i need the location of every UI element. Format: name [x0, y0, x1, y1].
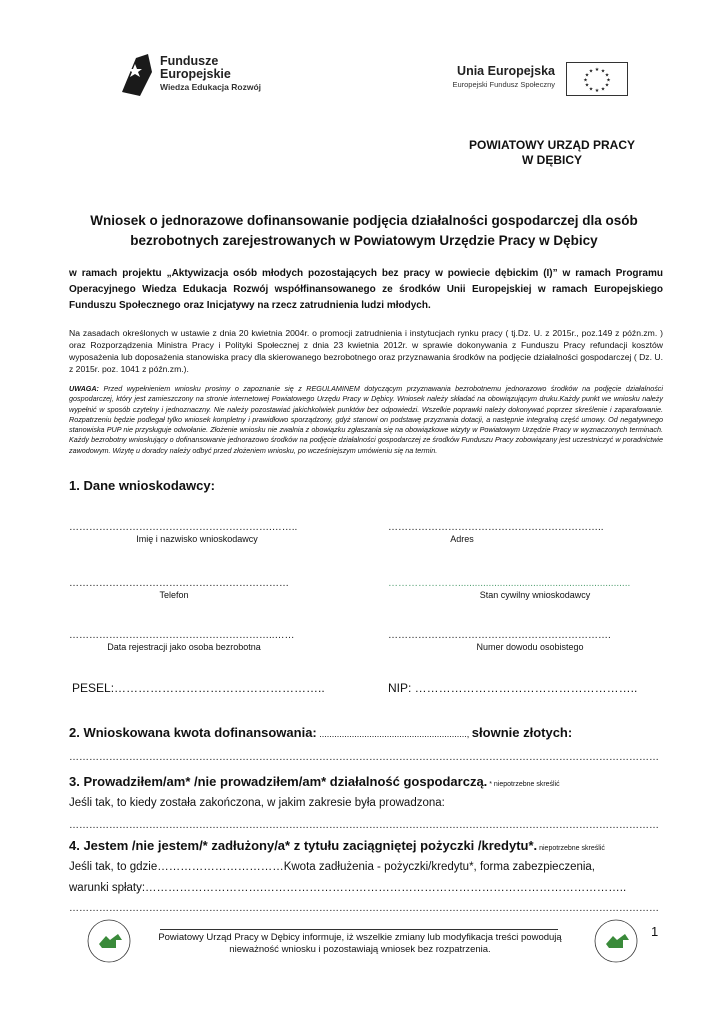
id-number-field[interactable]: ………………………………………………………….	[388, 630, 611, 641]
address-field[interactable]: ………………………………………………………..	[388, 522, 604, 533]
office-line1: POWIATOWY URZĄD PRACY	[468, 138, 635, 152]
footer-line1: Powiatowy Urząd Pracy w Dębicy informuje, iż wszelkie zmiany lub modyfikacja treści powodują	[158, 932, 562, 943]
amount-field[interactable]: ...........................................................,	[316, 729, 472, 739]
amount-in-words-field[interactable]: ……………………………………………………………………………………………………………………………………………………………	[69, 752, 659, 763]
section4-line2[interactable]: warunki spłaty:………………………….…………………………………………………………………………………..	[69, 882, 627, 894]
svg-text:★: ★	[583, 77, 588, 84]
nip-field[interactable]: NIP: ………………………………………………..	[388, 681, 638, 695]
section1-heading: 1. Dane wnioskodawcy:	[69, 478, 215, 493]
section3-row	[69, 773, 669, 791]
svg-text:★: ★	[584, 82, 590, 89]
eu-flag-icon	[566, 62, 628, 96]
in-words-label: słownie złotych:	[471, 725, 573, 740]
marital-status-label: Stan cywilny wnioskodawcy	[479, 590, 591, 600]
svg-text:★: ★	[588, 68, 594, 75]
pesel-field[interactable]: PESEL:……………………………………………..	[72, 681, 325, 695]
notice-text: Przed wypełnieniem wniosku prosimy o zapoznanie się z REGULAMINEM dotyczącym przyznawania bezrobotnemu jednorazowo środków na podjęcie działalności gospodarczej, który jest zamieszczony na stronie internetowej Powiatowego Urzędu Pracy w Dębicy. Wniosek należy składać na obowiązującym druku.Każdy punkt we wniosku należy wypełnić w sposób czytelny i jednoznaczny. Nie należy pozostawiać jakichkolwiek punktów bez odpowiedzi. Wszelkie poprawki należy dokonywać poprzez skreślenie i zaparafowanie. Rozpatrzeniu będzie podlegał tylko wniosek kompletny i prawidłowo sporządzony, gdyż stanowi on podstawę przyznania dotacji, a następnie integralną część umowy. Od negatywnego stanowiska PUP nie przysługuje odwołanie. Złożenie wniosku nie zwalnia z obowiązku zgłaszania się na obowiązkowe wizyty w Powiatowym Urzędzie Pracy w wyznaczonych terminach. Każdy bezrobotny wnioskujący o dofinansowanie jednorazowo środków na podjęcie działalności gospodarczej ze środków Funduszu Pracy zobowiązany jest uczestniczyć w poradnictwie zawodowym. Wizytę u doradcy należy odbyć przed złożeniem wniosku, po wcześniejszym umówieniu się na termin.	[69, 384, 663, 455]
footer-notice	[145, 932, 575, 956]
section2-heading: 2. Wnioskowana kwota dofinansowania:	[69, 725, 317, 740]
fundusze-europejskie-logo	[118, 52, 288, 102]
fe-star-icon	[118, 52, 156, 98]
section3-answer-field[interactable]: ……………………………………………………………………………………………………………………………………………………………	[69, 820, 659, 831]
marital-status-field[interactable]: …………………..............................................................	[388, 578, 631, 589]
fe-line2: Europejskie	[160, 67, 231, 81]
phone-label: Telefon	[159, 590, 189, 600]
id-number-label: Numer dowodu osobistego	[476, 642, 584, 652]
ue-line2: Europejski Fundusz Społeczny	[452, 80, 555, 89]
title-line2: bezrobotnych zarejestrowanych w Powiatowym Urzędzie Pracy w Dębicy	[130, 233, 598, 248]
section4-note: niepotrzebne skreślić	[537, 845, 605, 852]
section4-heading: 4. Jestem /nie jestem/* zadłużony/a* z tytułu zaciągniętej pożyczki /kredytu*.	[69, 838, 538, 853]
section4-row	[69, 837, 669, 855]
fe-line3: Wiedza Edukacja Rozwój	[160, 82, 261, 92]
registration-date-field[interactable]: ……………………………………………………..……	[69, 630, 295, 641]
office-line2: W DĘBICY	[522, 153, 582, 167]
section2-row	[69, 724, 669, 742]
section3-heading: 3. Prowadziłem/am* /nie prowadziłem/am* działalność gospodarczą.	[69, 774, 488, 789]
project-paragraph: w ramach projektu „Aktywizacja osób młodych pozostających bez pracy w powiecie dębickim (I)” w ramach Programu Operacyjnego Wiedza Edukacja Rozwój współfinansowanego ze środków Unii Europejskiej w ramach Europejskiego Funduszu Społecznego oraz Inicjatywy na rzecz zatrudnienia ludzi młodych.	[69, 268, 663, 311]
fe-line1: Fundusze	[160, 54, 219, 68]
svg-text:★: ★	[604, 72, 610, 79]
svg-text:★: ★	[606, 77, 611, 84]
section3-note: * niepotrzebne skreślić	[487, 781, 560, 788]
footer-divider	[160, 929, 558, 930]
svg-text:★: ★	[600, 86, 606, 93]
document-title	[62, 211, 666, 251]
section3-question: Jeśli tak, to kiedy została zakończona, w jakim zakresie była prowadzona:	[69, 797, 445, 809]
title-line1: Wniosek o jednorazowe dofinansowanie podjęcia działalności gospodarczej dla osób	[90, 213, 638, 228]
notice-paragraph	[69, 384, 663, 456]
registration-date-label: Data rejestracji jako osoba bezrobotna	[107, 642, 261, 652]
section4-line1[interactable]: Jeśli tak, to gdzie……………………………Kwota zadłużenia - pożyczki/kredytu*, forma zabezpieczenia,	[69, 861, 596, 873]
legal-basis-paragraph: Na zasadach określonych w ustawie z dnia 20 kwietnia 2004r. o promocji zatrudnienia i instytucjach rynku pracy ( tj.Dz. U. z 2015r., poz.149 z późn.zm. ) oraz Rozporządzenia Ministra Pracy i Polityki Społecznej z dnia 23 kwietnia 2012r. w sprawie dokonywania z Funduszu Pracy refundacji kosztów wyposażenia lub doposażenia stanowiska pracy dla skierowanego bezrobotnego oraz przyznawania środków na podjęcie działalności gospodarczej ( Dz. U. z 2015r. poz. 1041 z późn.zm.).	[69, 328, 663, 374]
name-field[interactable]: …………………………………………………….……..	[69, 522, 298, 533]
pup-stamp-right-icon	[593, 918, 639, 964]
section4-line3[interactable]: ……………………………………………………………………………………………………………………………………………………………	[69, 903, 659, 914]
svg-text:★: ★	[600, 68, 606, 75]
page-number: 1	[651, 924, 659, 939]
office-header	[440, 138, 664, 168]
svg-text:★: ★	[604, 82, 610, 89]
svg-text:★: ★	[588, 86, 594, 93]
address-label: Adres	[450, 534, 474, 544]
svg-text:★: ★	[594, 67, 600, 73]
ue-line1: Unia Europejska	[457, 64, 555, 78]
notice-label: UWAGA:	[69, 384, 99, 393]
footer-line2: nieważność wniosku i pozostawiają wniosek bez rozpatrzenia.	[229, 944, 491, 955]
unia-europejska-logo	[447, 62, 637, 98]
svg-text:★: ★	[584, 72, 590, 79]
name-label: Imię i nazwisko wnioskodawcy	[136, 534, 258, 544]
pup-stamp-left-icon	[86, 918, 132, 964]
phone-field[interactable]: …………………………………………………………	[69, 578, 289, 589]
svg-text:★: ★	[594, 88, 600, 94]
